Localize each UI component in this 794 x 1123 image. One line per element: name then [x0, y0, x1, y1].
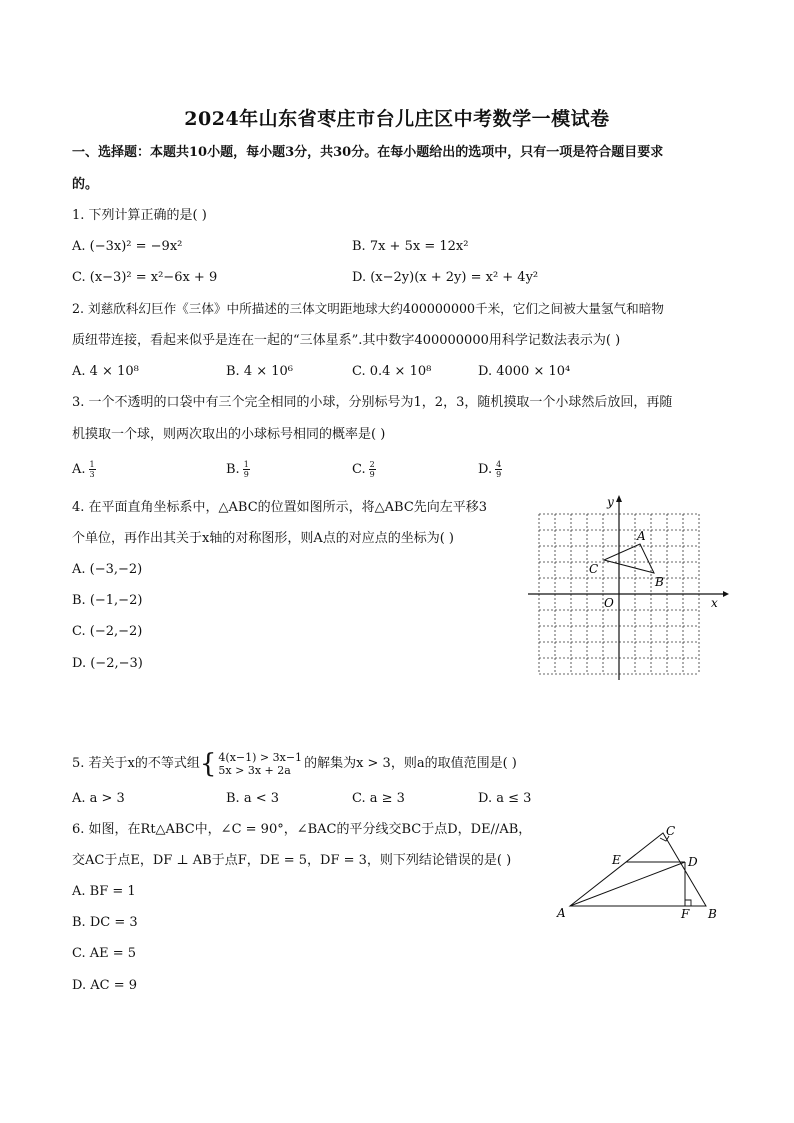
denominator: 9 — [496, 470, 502, 479]
q1-option-a: A. (−3x)² = −9x² — [72, 239, 183, 254]
q3-option-b-fraction — [243, 460, 250, 479]
q3-stem-line1: 3. 一个不透明的口袋中有三个完全相同的小球，分别标号为1，2，3，随机摸取一个小球然后放回，再随 — [72, 395, 673, 410]
denominator: 9 — [369, 470, 375, 479]
section-heading-line1: 一、选择题：本题共10小题，每小题3分，共30分。在每小题给出的选项中，只有一项是符合题目要求 — [72, 145, 664, 160]
label-b: B — [708, 907, 717, 921]
q5-option-c: C. a ≥ 3 — [352, 791, 405, 806]
label-c: C — [589, 562, 599, 576]
right-angle-f — [685, 900, 691, 906]
q4-option-d: D. (−2,−3) — [72, 656, 143, 671]
q1-option-d: D. (x−2y)(x + 2y) = x² + 4y² — [352, 270, 539, 285]
q3-option-b-label: B. — [226, 462, 240, 477]
q3-option-a-label: A. — [72, 462, 86, 477]
label-y: y — [607, 495, 614, 509]
triangle-abc — [604, 544, 654, 573]
inequality-system — [218, 751, 302, 777]
q2-stem-line2: 质纽带连接，看起来似乎是连在一起的“三体星系”.其中数字400000000用科学记数法表示为( ) — [72, 333, 621, 348]
q3-option-d-fraction — [495, 460, 502, 479]
q6-option-b: B. DC = 3 — [72, 915, 138, 930]
label-a: A — [557, 906, 566, 920]
triangle-abc — [570, 833, 706, 906]
label-o: O — [604, 596, 614, 610]
label-x: x — [711, 596, 718, 610]
section-heading-line2: 的。 — [72, 177, 99, 192]
q2-option-d: D. 4000 × 10⁴ — [478, 364, 571, 379]
q1-option-b: B. 7x + 5x = 12x² — [352, 239, 469, 254]
q1-option-c: C. (x−3)² = x²−6x + 9 — [72, 270, 218, 285]
label-f: F — [681, 907, 690, 921]
q6-triangle-figure — [550, 818, 730, 928]
q2-option-c: C. 0.4 × 10⁸ — [352, 364, 432, 379]
numerator: 1 — [243, 460, 249, 469]
q2-option-a: A. 4 × 10⁸ — [72, 364, 139, 379]
q4-option-b: B. (−1,−2) — [72, 593, 143, 608]
q2-option-b: B. 4 × 10⁶ — [226, 364, 293, 379]
q6-option-d: D. AC = 9 — [72, 978, 137, 993]
q6-option-a: A. BF = 1 — [72, 884, 136, 899]
q3-option-a-fraction — [89, 460, 96, 479]
q6-stem-line1: 6. 如图，在Rt△ABC中，∠C = 90°，∠BAC的平分线交BC于点D，DE//AB， — [72, 822, 532, 837]
q4-coordinate-figure — [525, 490, 730, 685]
label-d: D — [688, 855, 698, 869]
y-axis-arrow — [616, 495, 622, 502]
q2-stem-line1: 2. 刘慈欣科幻巨作《三体》中所描述的三体文明距地球大约400000000千米，它们之间被大量氢气和暗物 — [72, 301, 664, 316]
denominator: 3 — [89, 470, 95, 479]
q6-option-c: C. AE = 5 — [72, 946, 137, 961]
q6-stem-line2: 交AC于点E，DF ⊥ AB于点F，DE = 5，DF = 3，则下列结论错误的是( ) — [72, 853, 512, 868]
q3-option-d — [478, 460, 502, 479]
system-brace: { — [199, 749, 217, 779]
q3-option-a — [72, 460, 96, 479]
numerator: 4 — [496, 460, 502, 469]
q3-option-c — [352, 460, 376, 479]
q3-stem-line2: 机摸取一个球，则两次取出的小球标号相同的概率是( ) — [72, 427, 386, 442]
numerator: 1 — [89, 460, 95, 469]
q5-stem — [72, 751, 517, 777]
q3-option-d-label: D. — [478, 462, 493, 477]
q3-option-c-label: C. — [352, 462, 366, 477]
q5-option-a: A. a > 3 — [72, 791, 125, 806]
q4-option-a: A. (−3,−2) — [72, 562, 143, 577]
q1-stem: 1. 下列计算正确的是( ) — [72, 208, 207, 223]
q5-stem-post: 的解集为x > 3，则a的取值范围是( ) — [304, 756, 517, 771]
q5-option-d: D. a ≤ 3 — [478, 791, 532, 806]
segment-ad — [570, 862, 685, 906]
page-title: 2024年山东省枣庄市台儿庄区中考数学一模试卷 — [184, 108, 610, 130]
q4-option-c: C. (−2,−2) — [72, 624, 143, 639]
q5-stem-pre: 5. 若关于x的不等式组 — [72, 756, 200, 771]
label-e: E — [612, 853, 621, 867]
denominator: 9 — [243, 470, 249, 479]
q4-stem-line2: 个单位，再作出其关于x轴的对称图形，则A点的对应点的坐标为( ) — [72, 531, 454, 546]
label-b: B — [655, 575, 664, 589]
label-a: A — [637, 529, 646, 543]
label-c: C — [666, 824, 676, 838]
inequality-2: 5x > 3x + 2a — [218, 764, 291, 777]
inequality-1: 4(x−1) > 3x−1 — [218, 751, 303, 764]
q5-option-b: B. a < 3 — [226, 791, 279, 806]
q4-stem-line1: 4. 在平面直角坐标系中，△ABC的位置如图所示，将△ABC先向左平移3 — [72, 500, 488, 515]
x-axis-arrow — [723, 591, 729, 597]
q3-option-b — [226, 460, 250, 479]
q3-option-c-fraction — [369, 460, 376, 479]
numerator: 2 — [369, 460, 375, 469]
